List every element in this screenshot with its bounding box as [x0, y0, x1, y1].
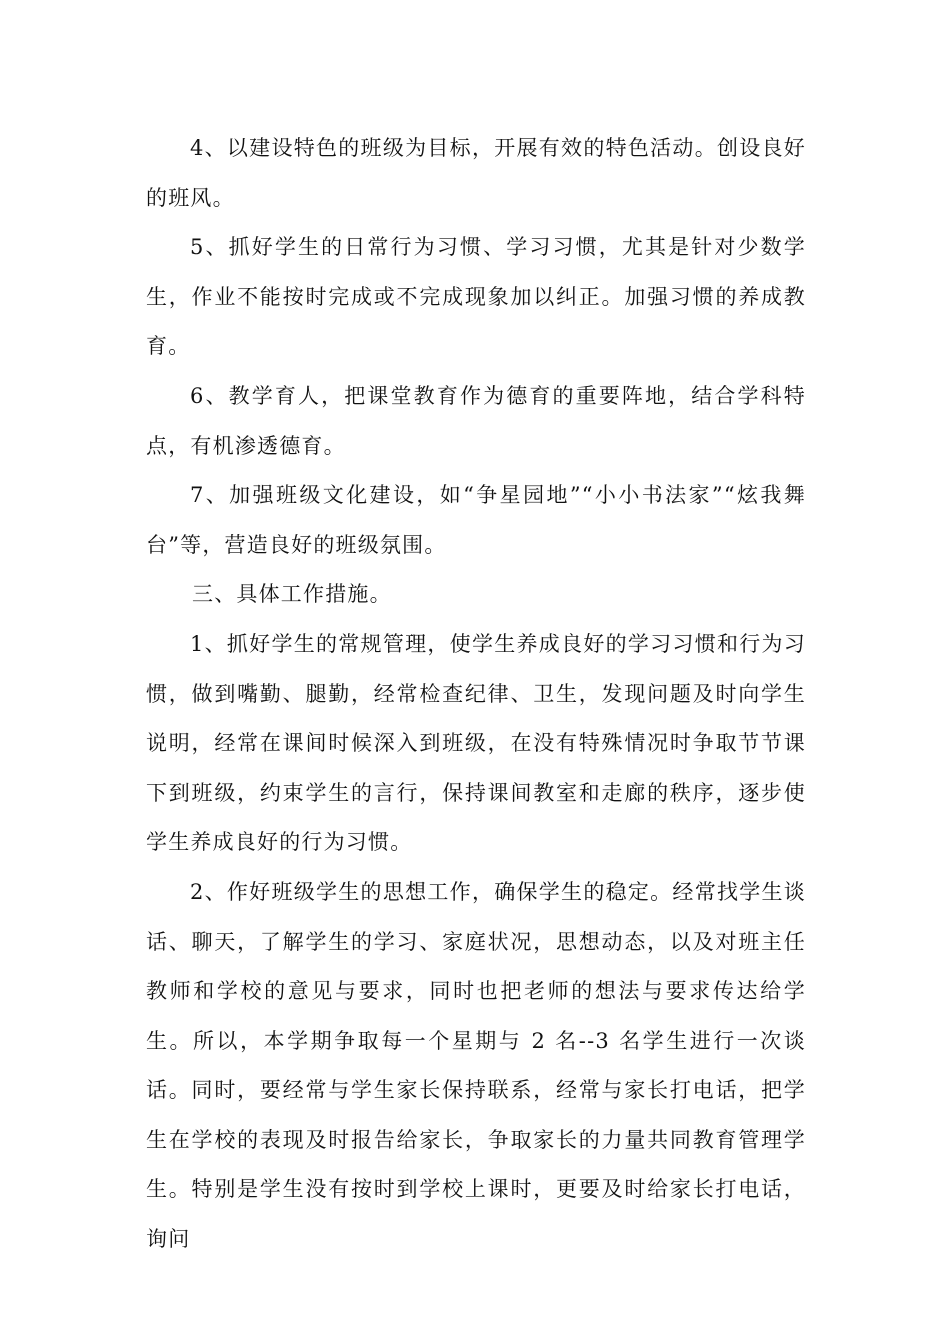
paragraph-item-5: 5、抓好学生的日常行为习惯、学习习惯，尤其是针对少数学生，作业不能按时完成或不完成现象加以纠正。加强习惯的养成教育。 [146, 235, 806, 359]
measure-item-1: 1、抓好学生的常规管理，使学生养成良好的学习习惯和行为习惯，做到嘴勤、腿勤，经常检查纪律、卫生，发现问题及时向学生说明，经常在课间时候深入到班级，在没有特殊情况时争取节节课下到班级，约束学生的言行，保持课间教室和走廊的秩序，逐步使学生养成良好的行为习惯。 [146, 631, 806, 855]
measure-item-2: 2、作好班级学生的思想工作，确保学生的稳定。经常找学生谈话、聊天，了解学生的学习、家庭状况，思想动态，以及对班主任教师和学校的意见与要求，同时也把老师的想法与要求传达给学生。所以，本学期争取每一个星期与 2 名--3 名学生进行一次谈话。同时，要经常与学生家长保持联系，经常与家长打电话，把学生在学校的表现及时报告给家长，争取家长的力量共同教育管理学生。特别是学生没有按时到学校上课时，更要及时给家长打电话，询问 [146, 879, 806, 1252]
section-heading-measures: 三、具体工作措施。 [192, 582, 392, 607]
paragraph-item-6: 6、教学育人，把课堂教育作为德育的重要阵地，结合学科特点，有机渗透德育。 [146, 383, 806, 458]
paragraph-item-4: 4、以建设特色的班级为目标，开展有效的特色活动。创设良好的班风。 [146, 136, 806, 210]
document-body [146, 124, 806, 1265]
paragraph-item-7: 7、加强班级文化建设，如“争星园地”“小小书法家”“炫我舞台”等，营造良好的班级氛围。 [146, 483, 806, 557]
